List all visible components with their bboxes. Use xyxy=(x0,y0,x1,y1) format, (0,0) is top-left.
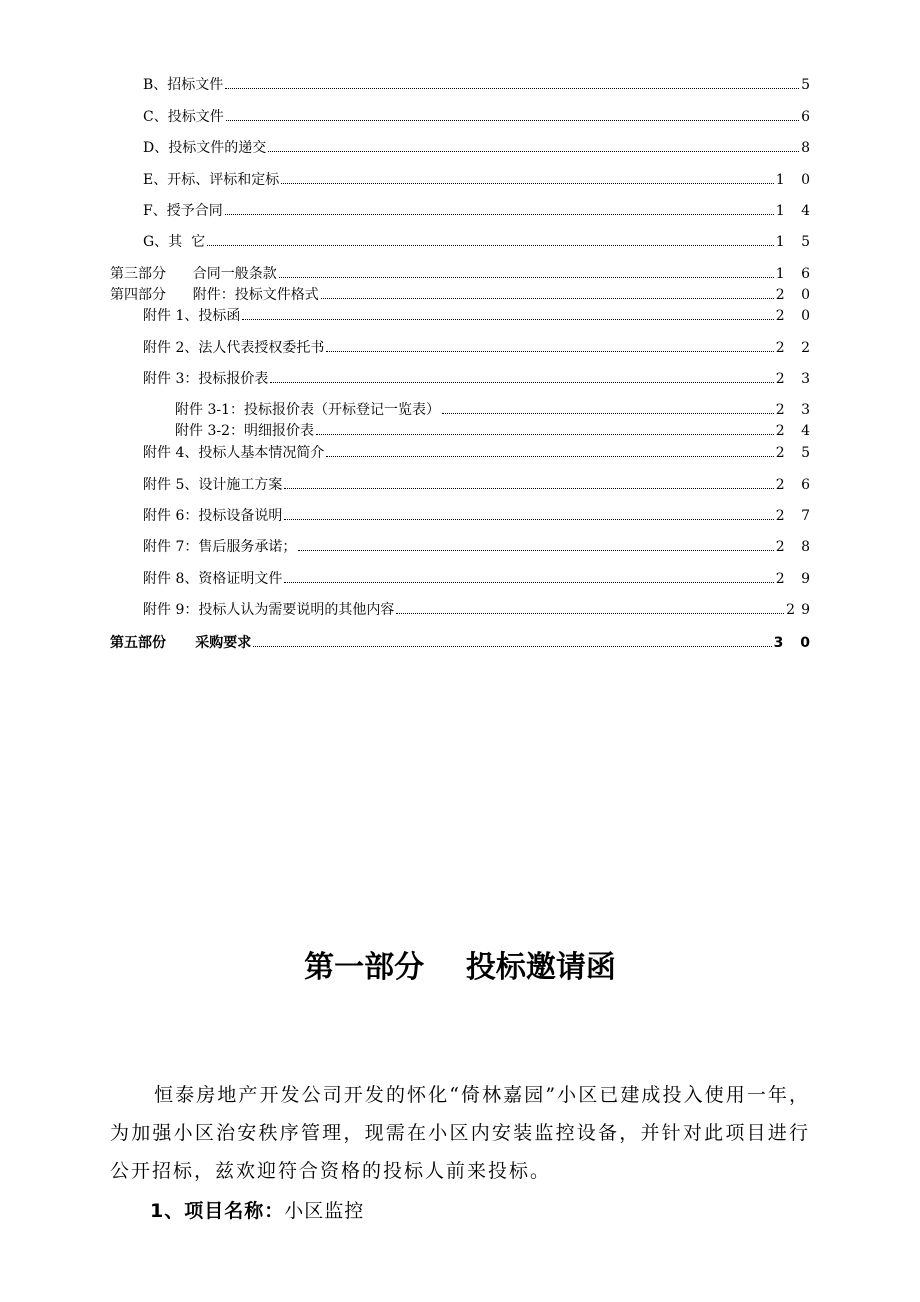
toc-entry[interactable] xyxy=(110,286,816,304)
toc-entry-page: 6 xyxy=(801,109,816,125)
toc-entry[interactable] xyxy=(175,401,816,419)
toc-entry[interactable] xyxy=(143,507,816,525)
toc-entry-label: C、投标文件 xyxy=(143,109,224,125)
toc-entry-label: 第五部份 采购要求 xyxy=(110,635,252,651)
toc-entry-label: 附件 2、法人代表授权委托书 xyxy=(143,340,325,356)
toc-entry[interactable] xyxy=(143,76,816,94)
toc-entry-label: F、授予合同 xyxy=(143,203,223,219)
toc-entry-page: 1 4 xyxy=(775,203,816,219)
toc-leader-dots xyxy=(284,488,773,489)
toc-entry-label: 附件 6：投标设备说明 xyxy=(143,508,283,524)
toc-entry-page: 2 9 xyxy=(775,571,816,587)
toc-entry-label: E、开标、评标和定标 xyxy=(143,172,280,188)
toc-entry[interactable] xyxy=(143,538,816,556)
toc-entry-label: 附件 8、资格证明文件 xyxy=(143,571,283,587)
toc-entry[interactable] xyxy=(143,139,816,157)
project-name-label: 1、项目名称： xyxy=(150,1200,285,1222)
toc-entry-page: 8 xyxy=(801,140,816,156)
project-name-item xyxy=(150,1192,364,1230)
toc-entry-page: 2 6 xyxy=(775,477,816,493)
toc-leader-dots xyxy=(284,519,773,520)
toc-entry[interactable] xyxy=(143,171,816,189)
toc-entry-label: 附件 1、投标函 xyxy=(143,308,241,324)
project-name-value: 小区监控 xyxy=(284,1200,365,1222)
toc-entry[interactable] xyxy=(143,444,816,462)
section-heading: 第一部分 投标邀请函 xyxy=(304,950,616,985)
toc-leader-dots xyxy=(268,151,799,152)
toc-entry-label: 附件 7：售后服务承诺； xyxy=(143,539,297,555)
toc-entry[interactable] xyxy=(110,265,816,283)
toc-leader-dots xyxy=(242,319,773,320)
toc-entry-page: 2 5 xyxy=(775,445,816,461)
toc-entry[interactable] xyxy=(143,370,816,388)
toc-entry-page: 2 0 xyxy=(775,287,816,303)
toc-entry-label: 第四部分 附件：投标文件格式 xyxy=(110,287,319,303)
toc-entry[interactable] xyxy=(143,476,816,494)
toc-entry-page: 1 0 xyxy=(775,172,816,188)
toc-leader-dots xyxy=(281,183,774,184)
toc-leader-dots xyxy=(396,613,784,614)
toc-entry-page: 29 xyxy=(786,602,816,618)
toc-entry-label: 第三部分 合同一般条款 xyxy=(110,266,277,282)
toc-entry[interactable] xyxy=(110,634,816,652)
toc-entry-label: B、招标文件 xyxy=(143,77,224,93)
intro-paragraph-text: 恒泰房地产开发公司开发的怀化“倚林嘉园”小区已建成投入使用一年，为加强小区治安秩序管理，现需在小区内安装监控设备，并针对此项目进行公开招标，兹欢迎符合资格的投标人前来投标。 xyxy=(110,1084,810,1182)
toc-entry[interactable] xyxy=(143,202,816,220)
toc-leader-dots xyxy=(253,646,771,647)
toc-leader-dots xyxy=(207,245,774,246)
toc-entry-label: 附件 4、投标人基本情况简介 xyxy=(143,445,325,461)
toc-entry-label: D、投标文件的递交 xyxy=(143,140,267,156)
toc-entry-page: 2 3 xyxy=(775,402,816,418)
toc-entry-page: 1 5 xyxy=(775,234,816,250)
toc-entry[interactable] xyxy=(143,570,816,588)
toc-leader-dots xyxy=(225,214,774,215)
toc-entry-label: 附件 3：投标报价表 xyxy=(143,371,269,387)
toc-entry[interactable] xyxy=(175,422,816,440)
intro-paragraph xyxy=(110,1076,810,1190)
toc-leader-dots xyxy=(279,277,774,278)
toc-entry-label: 附件 5、设计施工方案 xyxy=(143,477,283,493)
toc-entry-page: 1 6 xyxy=(775,266,816,282)
toc-entry-page: 5 xyxy=(801,77,816,93)
toc-leader-dots xyxy=(225,88,799,89)
toc-leader-dots xyxy=(226,120,799,121)
toc-entry[interactable] xyxy=(143,339,816,357)
toc-entry-page: 2 3 xyxy=(775,371,816,387)
toc-entry-page: 2 4 xyxy=(775,423,816,439)
toc-entry-label: 附件 3-2：明细报价表 xyxy=(175,423,314,439)
toc-leader-dots xyxy=(442,413,774,414)
toc-entry[interactable] xyxy=(143,108,816,126)
toc-entry-page: 2 2 xyxy=(775,340,816,356)
toc-leader-dots xyxy=(316,434,774,435)
toc-leader-dots xyxy=(298,550,773,551)
toc-entry-page: 3 0 xyxy=(773,635,816,651)
toc-leader-dots xyxy=(270,382,773,383)
toc-entry-label: G、其 它 xyxy=(143,234,206,250)
toc-entry-label: 附件 9：投标人认为需要说明的其他内容 xyxy=(143,602,395,618)
toc-entry[interactable] xyxy=(143,601,816,619)
toc-entry-page: 2 0 xyxy=(775,308,816,324)
toc-leader-dots xyxy=(321,298,774,299)
toc-entry[interactable] xyxy=(143,233,816,251)
toc-entry-label: 附件 3-1：投标报价表（开标登记一览表） xyxy=(175,402,440,418)
toc-entry-page: 2 8 xyxy=(775,539,816,555)
toc-leader-dots xyxy=(326,351,773,352)
toc-leader-dots xyxy=(284,582,773,583)
toc-leader-dots xyxy=(326,456,773,457)
toc-entry[interactable] xyxy=(143,307,816,325)
toc-entry-page: 2 7 xyxy=(775,508,816,524)
